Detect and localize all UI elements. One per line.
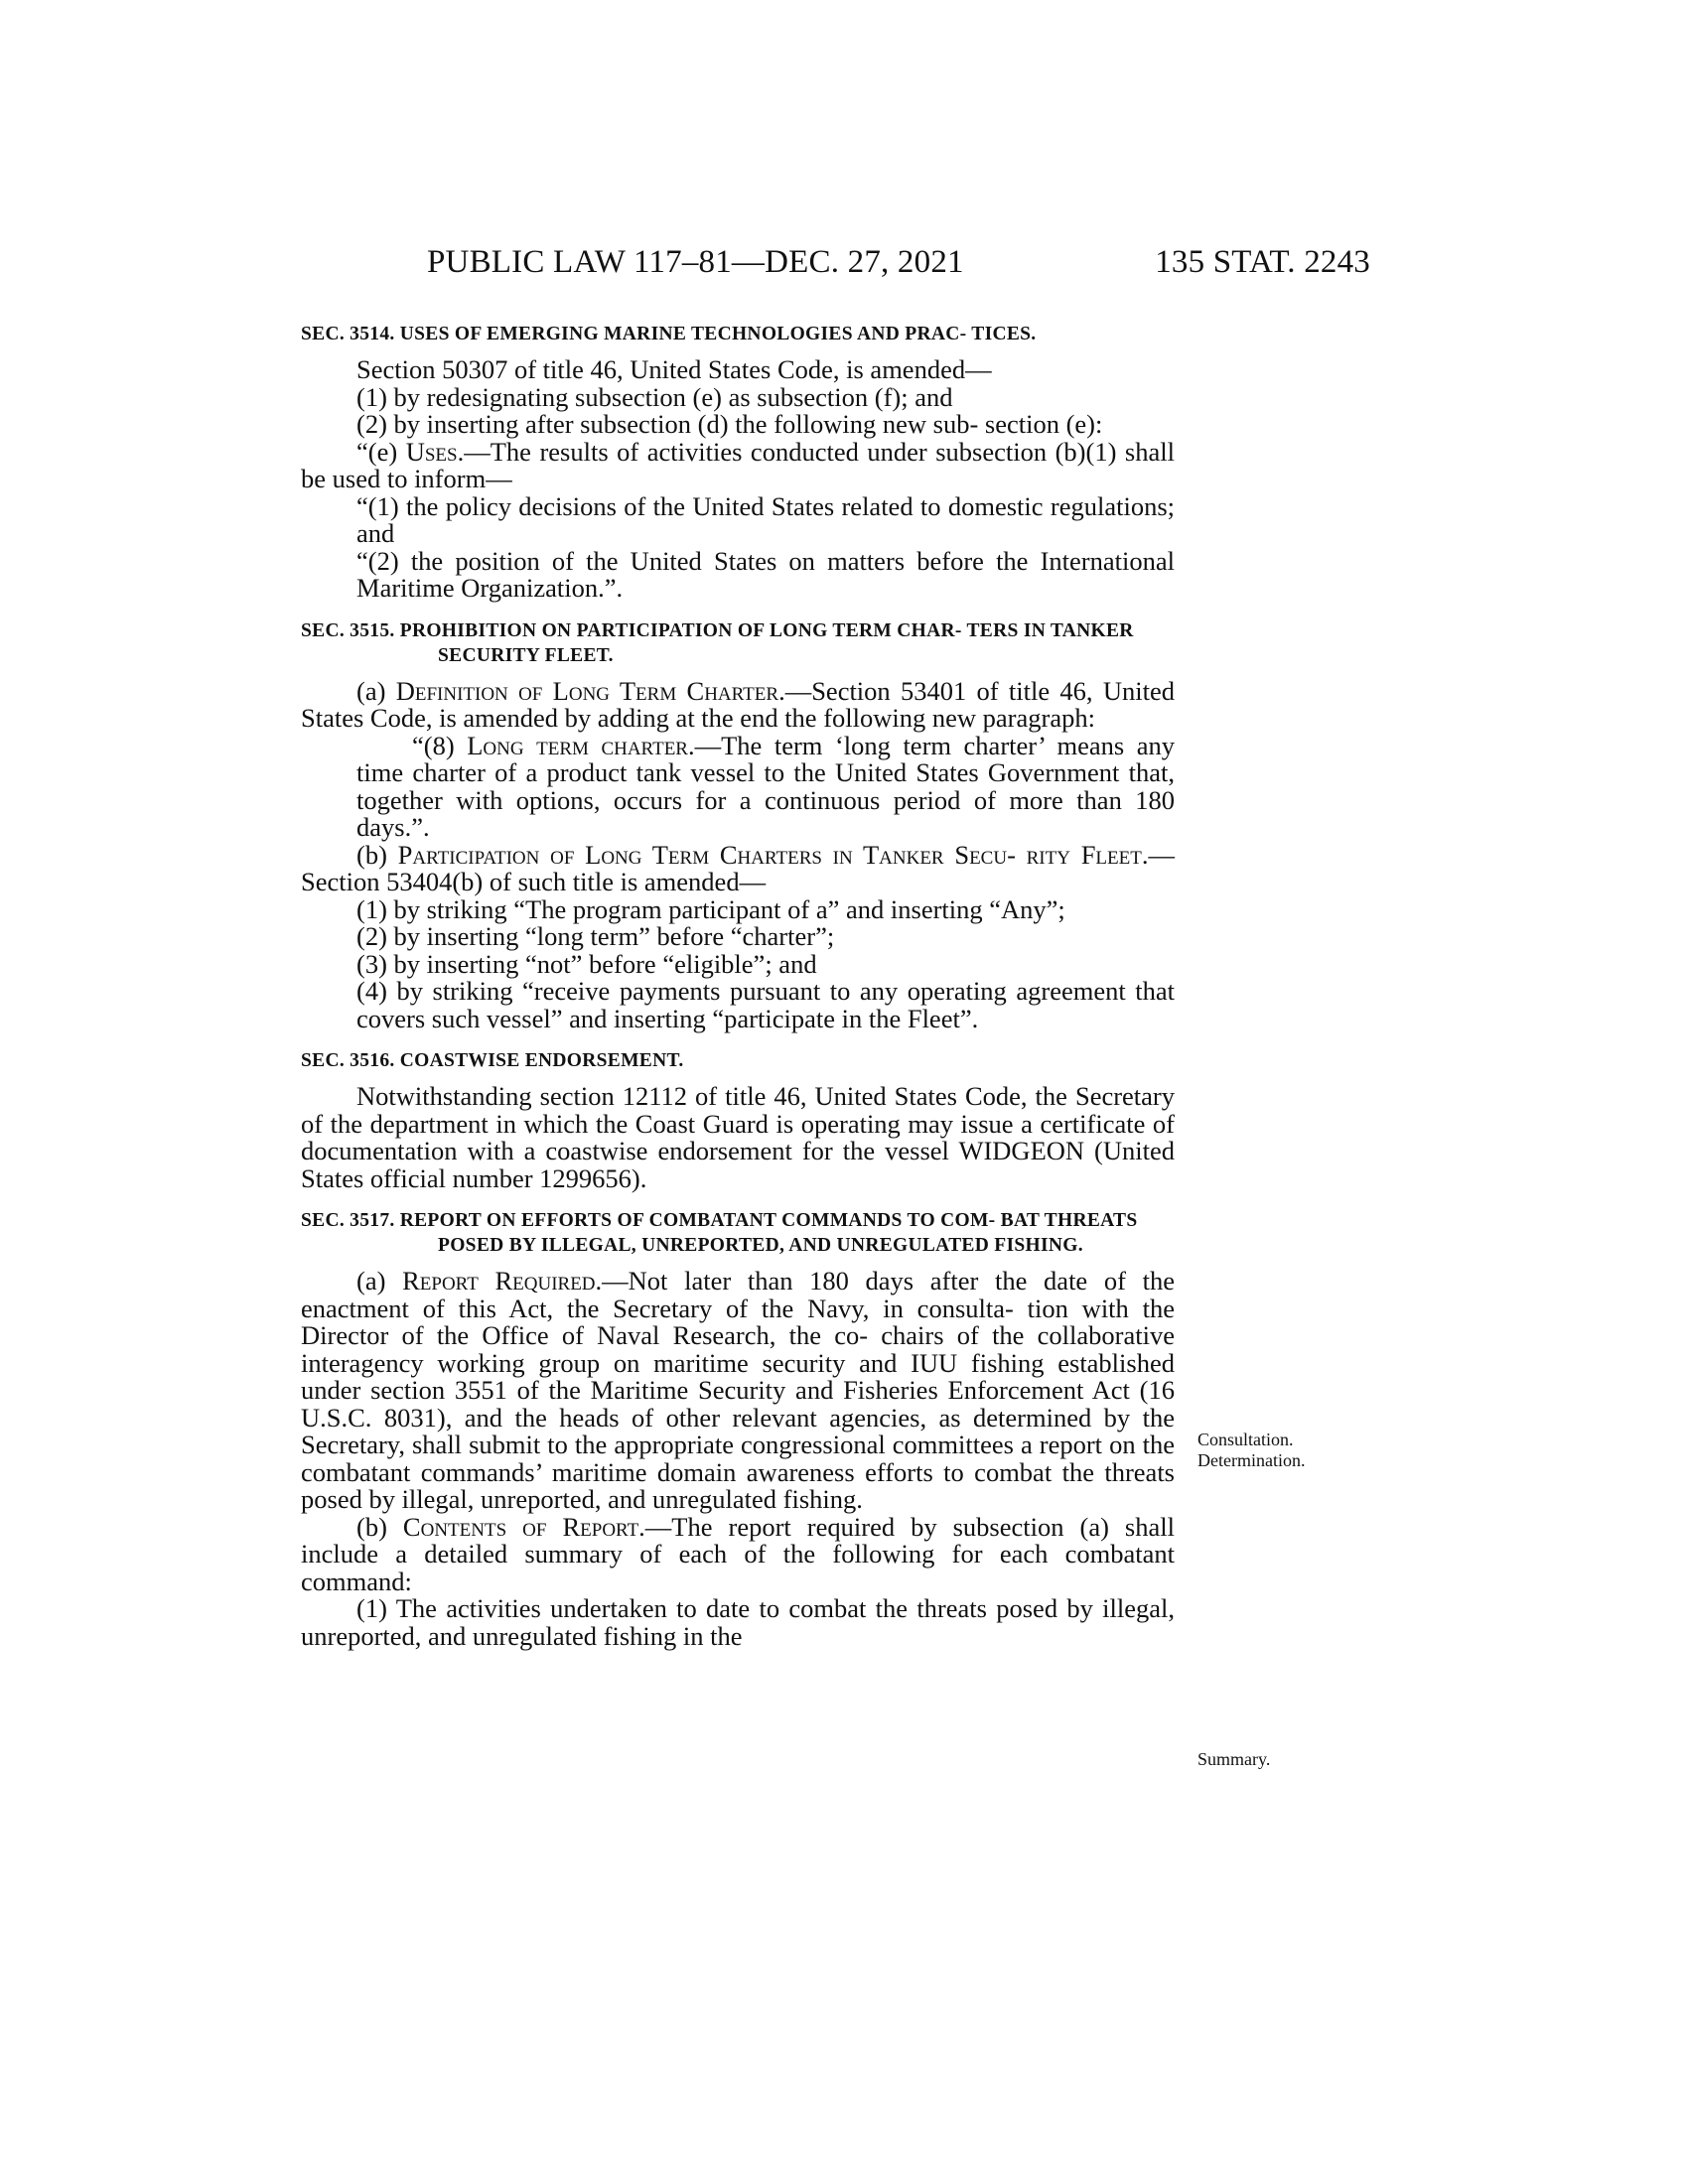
section-3515-b-3: (3) by inserting “not” before “eligible”; and [356, 948, 817, 979]
margin-note-group-1 [1197, 1430, 1305, 1471]
section-3515-b-text: .—Section 53404(b) of such title is amended— [301, 839, 1175, 896]
e-1-text: “(1) the policy decisions of the United States related to domestic regulations; and [356, 490, 1175, 548]
section-3517-b-lead: (b) [356, 1511, 403, 1542]
subsection-e-text: .—The results of activities conducted under subsection (b)(1) shall be used to inform— [301, 436, 1175, 493]
margin-note-determination: Determination. [1197, 1450, 1306, 1470]
margin-note-summary: Summary. [1197, 1749, 1271, 1769]
document-body [301, 316, 1175, 1650]
section-3515-a-lead: (a) [356, 675, 396, 706]
section-3515-b-heading: Participation of Long Term Charters in Tanker Secu- rity Fleet [397, 839, 1142, 870]
section-3515-heading: SEC. 3515. PROHIBITION ON PARTICIPATION OF LONG TERM CHAR- TERS IN TANKER SECURITY FLEET. [301, 619, 1134, 666]
section-3514-item-1: (1) by redesignating subsection (e) as subsection (f); and [356, 381, 953, 412]
section-3517-a [301, 1268, 1175, 1514]
section-3514-e-1 [301, 490, 1175, 548]
section-3515-a-heading: Definition of Long Term Charter [395, 675, 779, 706]
section-3515-b [301, 839, 1175, 896]
section-3514-subsection-e [301, 436, 1175, 493]
section-3517-b-text: .—The report required by subsection (a) shall include a detailed summary of each of the following for each combatant command: [301, 1511, 1175, 1596]
section-3517-b-heading: Contents of Report [402, 1511, 639, 1542]
section-3515-b-2: (2) by inserting “long term” before “charter”; [356, 921, 835, 951]
subsection-e-heading: Uses [405, 436, 458, 467]
section-3517-b-1: (1) The activities undertaken to date to combat the threats posed by illegal, unreported, and unregulated fishing in the [301, 1593, 1175, 1651]
section-3514-heading: SEC. 3514. USES OF EMERGING MARINE TECHNOLOGIES AND PRAC- TICES. [301, 324, 1037, 344]
section-3517-a-lead: (a) [356, 1266, 403, 1296]
section-3515-a [301, 675, 1175, 733]
a-8-text: .—The term ‘long term charter’ means any time charter of a product tank vessel to the United States Government that, together with options, occurs for a continuous period of more than 180 days.”. [356, 730, 1175, 842]
margin-note-consultation: Consultation. [1197, 1430, 1294, 1449]
section-3515-b-1: (1) by striking “The program participant of a” and inserting “Any”; [356, 893, 1065, 924]
section-3517-a-heading: Report Required [402, 1266, 596, 1296]
a-8-heading: Long term charter [467, 730, 688, 760]
section-3516-heading: SEC. 3516. COASTWISE ENDORSEMENT. [301, 1050, 684, 1071]
section-3517-a-text: .—Not later than 180 days after the date of the enactment of this Act, the Secretary of the Navy, in consulta- tion with the Director of the Office of Naval Research, the co- chairs of the collaborative interagency working group on maritime security and IUU fishing established under section 3551 of the Maritime Security and Fisheries Enforcement Act (16 U.S.C. 8031), and the heads of other relevant agencies, as determined by the Secretary, shall submit to the appropriate congressional committees a report on the combatant commands’ maritime domain awareness efforts to combat the threats posed by illegal, unreported, and unregulated fishing. [301, 1266, 1175, 1514]
section-3514-e-2: “(2) the position of the United States on matters before the International Maritime Organization.”. [356, 545, 1175, 603]
public-law-citation: PUBLIC LAW 117–81—DEC. 27, 2021 [427, 244, 964, 280]
page-header [298, 244, 1370, 294]
section-3515-a-8 [301, 730, 1175, 842]
subsection-e-lead: “(e) [356, 436, 406, 467]
statute-page-number: 135 STAT. 2243 [1155, 244, 1370, 280]
section-3516-text: Notwithstanding section 12112 of title 46, United States Code, the Secretary of the department in which the Coast Guard is operating may issue a certificate of documentation with a coastwise endorsement for the vessel WIDGEON (United States official number 1299656). [301, 1081, 1175, 1193]
margin-note-group-2 [1197, 1749, 1270, 1770]
section-3517-heading: SEC. 3517. REPORT ON EFFORTS OF COMBATANT COMMANDS TO COM- BAT THREATS POSED BY ILLEGAL, UNREPORTED, AND UNREGULATED FISHING. [301, 1210, 1138, 1256]
a-8-lead: “(8) [412, 730, 468, 760]
section-3514-item-2: (2) by inserting after subsection (d) the following new sub- section (e): [356, 409, 1103, 439]
section-3515-b-lead: (b) [356, 839, 398, 870]
section-3515-b-4: (4) by striking “receive payments pursuant to any operating agreement that covers such vessel” and inserting “participate in the Fleet”. [356, 976, 1175, 1033]
section-3514-intro: Section 50307 of title 46, United States Code, is amended— [356, 354, 992, 384]
section-3515-a-text: .—Section 53401 of title 46, United States Code, is amended by adding at the end the following new paragraph: [301, 675, 1175, 733]
section-3517-b [301, 1511, 1175, 1596]
